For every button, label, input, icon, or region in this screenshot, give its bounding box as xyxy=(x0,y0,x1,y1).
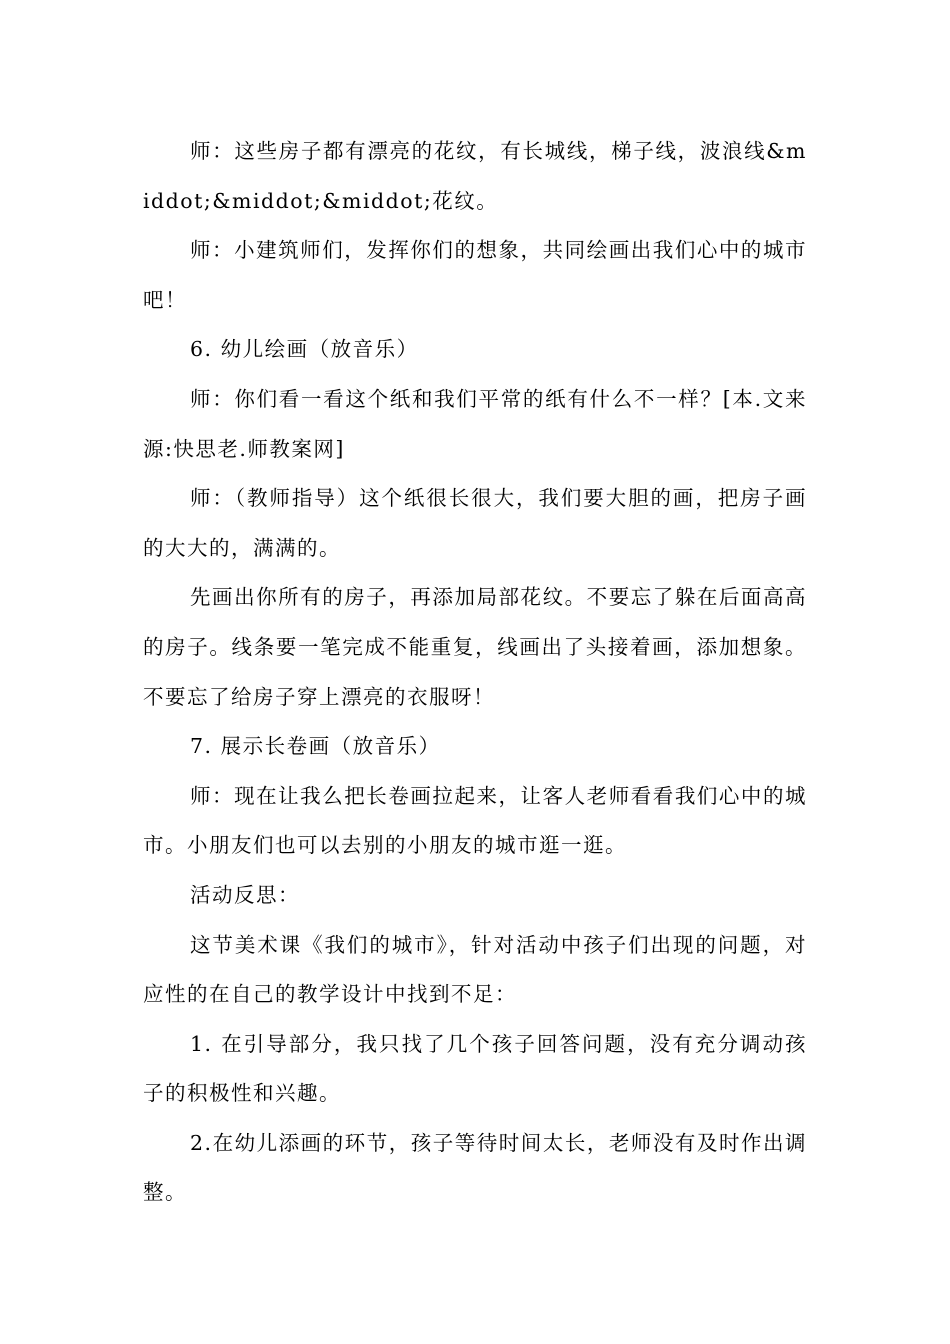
document-body xyxy=(143,127,807,1218)
paragraph-reflection-intro: 这节美术课《我们的城市》，针对活动中孩子们出现的问题，对应性的在自己的教学设计中找到不足： xyxy=(143,932,807,1007)
paragraph-teacher-paper-question: 师：你们看一看这个纸和我们平常的纸有什么不一样？[本.文来源:快思老.师教案网] xyxy=(143,386,807,461)
paragraph-teacher-imagine: 师：小建筑师们，发挥你们的想象，共同绘画出我们心中的城市吧！ xyxy=(143,238,807,312)
paragraph-teacher-show-scroll: 师：现在让我么把长卷画拉起来，让客人老师看看我们心中的城市。小朋友们也可以去别的小朋友的城市逛一逛。 xyxy=(143,783,807,858)
paragraph-teacher-guidance: 师：（教师指导）这个纸很长很大，我们要大胆的画，把房子画的大大的，满满的。 xyxy=(143,486,807,560)
paragraph-reflection-point-2: 2.在幼儿添画的环节，孩子等待时间太长，老师没有及时作出调整。 xyxy=(143,1130,807,1205)
paragraph-teacher-patterns: 师：这些房子都有漂亮的花纹，有长城线，梯子线，波浪线&middot;&middot;&middot;花纹。 xyxy=(143,139,807,213)
paragraph-reflection-heading: 活动反思： xyxy=(190,882,300,907)
paragraph-step-6-heading: 6. 幼儿绘画（放音乐） xyxy=(190,337,419,362)
paragraph-drawing-instructions: 先画出你所有的房子，再添加局部花纹。不要忘了躲在后面高高的房子。线条要一笔完成不能重复，线画出了头接着画，添加想象。不要忘了给房子穿上漂亮的衣服呀！ xyxy=(143,585,807,709)
paragraph-step-7-heading: 7. 展示长卷画（放音乐） xyxy=(190,734,441,759)
paragraph-reflection-point-1: 1. 在引导部分，我只找了几个孩子回答问题，没有充分调动孩子的积极性和兴趣。 xyxy=(143,1031,807,1106)
